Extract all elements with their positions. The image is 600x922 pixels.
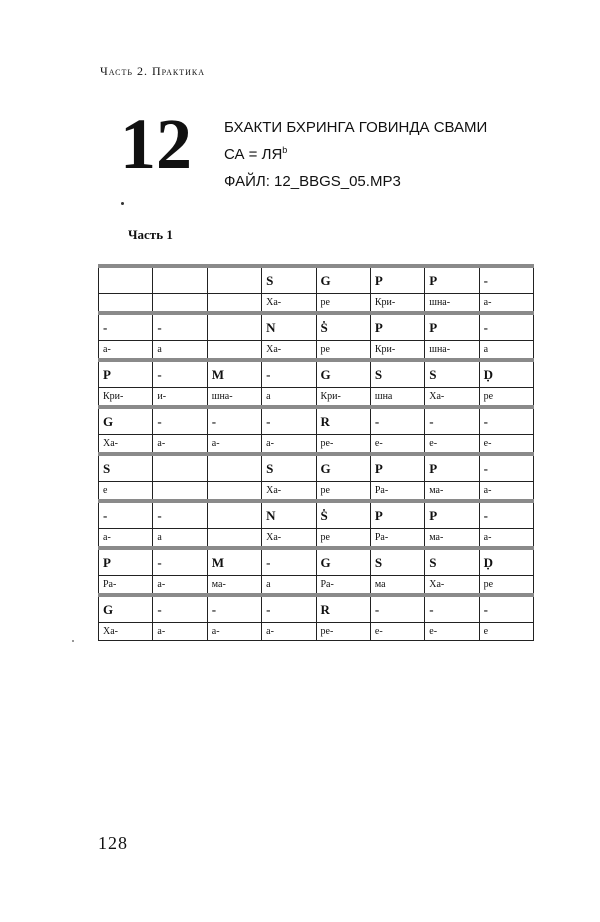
lyric-row <box>99 294 534 314</box>
lyric-cell <box>207 482 261 502</box>
lyric-cell: е <box>479 623 533 641</box>
swara-cell: Ṡ <box>316 313 370 341</box>
lyric-cell: Ра- <box>316 576 370 596</box>
swara-row <box>99 548 534 576</box>
notation-table-wrapper <box>98 264 534 641</box>
swara-cell: - <box>99 501 153 529</box>
swara-row <box>99 407 534 435</box>
swara-cell: - <box>153 407 207 435</box>
swara-cell: P <box>370 501 424 529</box>
lyric-row <box>99 576 534 596</box>
lyric-cell <box>207 294 261 314</box>
swara-cell <box>207 266 261 294</box>
swara-cell <box>99 266 153 294</box>
lyric-cell: а <box>153 341 207 361</box>
lyric-cell: а- <box>153 576 207 596</box>
swara-cell: P <box>425 501 479 529</box>
lyric-cell: а- <box>479 482 533 502</box>
notation-table <box>98 264 534 641</box>
swara-cell: - <box>479 454 533 482</box>
swara-cell: S <box>425 548 479 576</box>
lyric-cell: е- <box>370 623 424 641</box>
swara-cell: P <box>370 266 424 294</box>
swara-cell: Ḍ <box>479 360 533 388</box>
chapter-number: 12 <box>120 104 192 184</box>
swara-row <box>99 501 534 529</box>
swara-row <box>99 454 534 482</box>
lyric-cell: Ра- <box>370 482 424 502</box>
lyric-row <box>99 341 534 361</box>
swara-cell: - <box>479 266 533 294</box>
lyric-cell: Кри- <box>99 388 153 408</box>
lyric-cell <box>207 341 261 361</box>
lyric-cell: а <box>153 529 207 549</box>
print-speck <box>121 202 124 205</box>
lyric-cell: Ха- <box>262 482 316 502</box>
swara-cell <box>207 313 261 341</box>
swara-cell: - <box>479 595 533 623</box>
swara-cell: S <box>370 360 424 388</box>
swara-cell: G <box>316 360 370 388</box>
lyric-cell: а- <box>479 294 533 314</box>
lyric-cell: е- <box>370 435 424 455</box>
swara-cell: G <box>99 595 153 623</box>
swara-row <box>99 313 534 341</box>
swara-cell <box>207 454 261 482</box>
lyric-cell: шна- <box>425 294 479 314</box>
lyric-cell: ре <box>479 576 533 596</box>
lyric-cell: Ра- <box>370 529 424 549</box>
swara-cell: - <box>479 313 533 341</box>
lyric-cell: Ха- <box>425 388 479 408</box>
swara-cell: G <box>316 266 370 294</box>
swara-cell: P <box>99 548 153 576</box>
key-line <box>224 141 487 168</box>
lyric-cell <box>153 482 207 502</box>
lyric-cell <box>207 529 261 549</box>
lyric-cell: Кри- <box>370 341 424 361</box>
swara-row <box>99 360 534 388</box>
swara-cell: - <box>262 360 316 388</box>
chapter-title-block <box>224 114 487 195</box>
lyric-cell: Кри- <box>370 294 424 314</box>
swara-cell: - <box>153 313 207 341</box>
lyric-cell: а <box>262 388 316 408</box>
swara-cell: - <box>153 501 207 529</box>
swara-cell: P <box>425 266 479 294</box>
lyric-cell: Ха- <box>262 341 316 361</box>
lyric-cell: Ха- <box>99 435 153 455</box>
swara-cell: R <box>316 595 370 623</box>
lyric-cell: ре <box>479 388 533 408</box>
lyric-cell: е- <box>425 435 479 455</box>
swara-cell: - <box>262 407 316 435</box>
lyric-cell: шна <box>370 388 424 408</box>
audio-file-label: ФАЙЛ: 12_BBGS_05.MP3 <box>224 173 401 190</box>
swara-cell: P <box>425 313 479 341</box>
swara-row <box>99 595 534 623</box>
swara-cell: G <box>316 548 370 576</box>
swara-cell: S <box>425 360 479 388</box>
lyric-cell: а- <box>153 435 207 455</box>
lyric-cell: а <box>262 576 316 596</box>
swara-cell: N <box>262 501 316 529</box>
lyric-cell: е- <box>425 623 479 641</box>
swara-cell: - <box>370 595 424 623</box>
swara-cell: S <box>99 454 153 482</box>
swara-cell: G <box>316 454 370 482</box>
lyric-cell: а- <box>207 623 261 641</box>
swara-cell: - <box>479 407 533 435</box>
lyric-cell: е- <box>479 435 533 455</box>
lyric-cell: шна- <box>207 388 261 408</box>
lyric-cell: ма <box>370 576 424 596</box>
lyric-cell <box>153 294 207 314</box>
lyric-cell: Ра- <box>99 576 153 596</box>
lyric-cell: а- <box>479 529 533 549</box>
swara-cell: N <box>262 313 316 341</box>
print-speck <box>72 640 74 642</box>
lyric-cell: а- <box>153 623 207 641</box>
swara-cell <box>153 266 207 294</box>
swara-cell: P <box>425 454 479 482</box>
lyric-cell: а- <box>262 435 316 455</box>
swara-cell: S <box>262 454 316 482</box>
swara-cell: Ḍ <box>479 548 533 576</box>
lyric-cell: ре <box>316 529 370 549</box>
lyric-cell: ре <box>316 482 370 502</box>
swara-cell: - <box>262 548 316 576</box>
swara-cell: P <box>370 313 424 341</box>
swara-cell: M <box>207 360 261 388</box>
lyric-cell: е <box>99 482 153 502</box>
swara-cell <box>153 454 207 482</box>
lyric-cell: а- <box>99 341 153 361</box>
flat-mark: b <box>282 145 288 155</box>
lyric-cell: Ха- <box>425 576 479 596</box>
lyric-cell: ма- <box>425 529 479 549</box>
swara-cell: - <box>370 407 424 435</box>
swara-cell: Ṡ <box>316 501 370 529</box>
lyric-cell: Ха- <box>262 529 316 549</box>
swara-cell: - <box>153 548 207 576</box>
lyric-row <box>99 482 534 502</box>
swara-cell: P <box>99 360 153 388</box>
lyric-cell: и- <box>153 388 207 408</box>
lyric-cell: ма- <box>425 482 479 502</box>
key-text: СА = ЛЯ <box>224 146 283 163</box>
swara-cell: S <box>262 266 316 294</box>
lyric-cell: ре <box>316 341 370 361</box>
swara-cell: - <box>153 360 207 388</box>
swara-cell: G <box>99 407 153 435</box>
lyric-cell: а- <box>262 623 316 641</box>
lyric-cell: Кри- <box>316 388 370 408</box>
song-title: БХАКТИ БХРИНГА ГОВИНДА СВАМИ <box>224 119 488 136</box>
swara-cell: R <box>316 407 370 435</box>
swara-cell: - <box>425 595 479 623</box>
part-label: Часть 1 <box>128 227 173 242</box>
running-head: Часть 2. Практика <box>100 64 205 78</box>
swara-cell: P <box>370 454 424 482</box>
lyric-cell: ма- <box>207 576 261 596</box>
lyric-cell: Ха- <box>262 294 316 314</box>
lyric-cell: ре- <box>316 623 370 641</box>
swara-cell: M <box>207 548 261 576</box>
swara-cell: - <box>207 407 261 435</box>
lyric-row <box>99 623 534 641</box>
swara-cell: - <box>262 595 316 623</box>
lyric-cell: ре <box>316 294 370 314</box>
swara-cell: - <box>207 595 261 623</box>
lyric-row <box>99 529 534 549</box>
swara-row <box>99 266 534 294</box>
swara-cell: S <box>370 548 424 576</box>
page-number: 128 <box>98 833 128 853</box>
lyric-row <box>99 388 534 408</box>
lyric-cell: Ха- <box>99 623 153 641</box>
lyric-cell: ре- <box>316 435 370 455</box>
swara-cell: - <box>99 313 153 341</box>
swara-cell: - <box>479 501 533 529</box>
lyric-cell: а- <box>207 435 261 455</box>
swara-cell <box>207 501 261 529</box>
lyric-cell: а <box>479 341 533 361</box>
lyric-cell: а- <box>99 529 153 549</box>
swara-cell: - <box>153 595 207 623</box>
lyric-row <box>99 435 534 455</box>
swara-cell: - <box>425 407 479 435</box>
lyric-cell: шна- <box>425 341 479 361</box>
lyric-cell <box>99 294 153 314</box>
